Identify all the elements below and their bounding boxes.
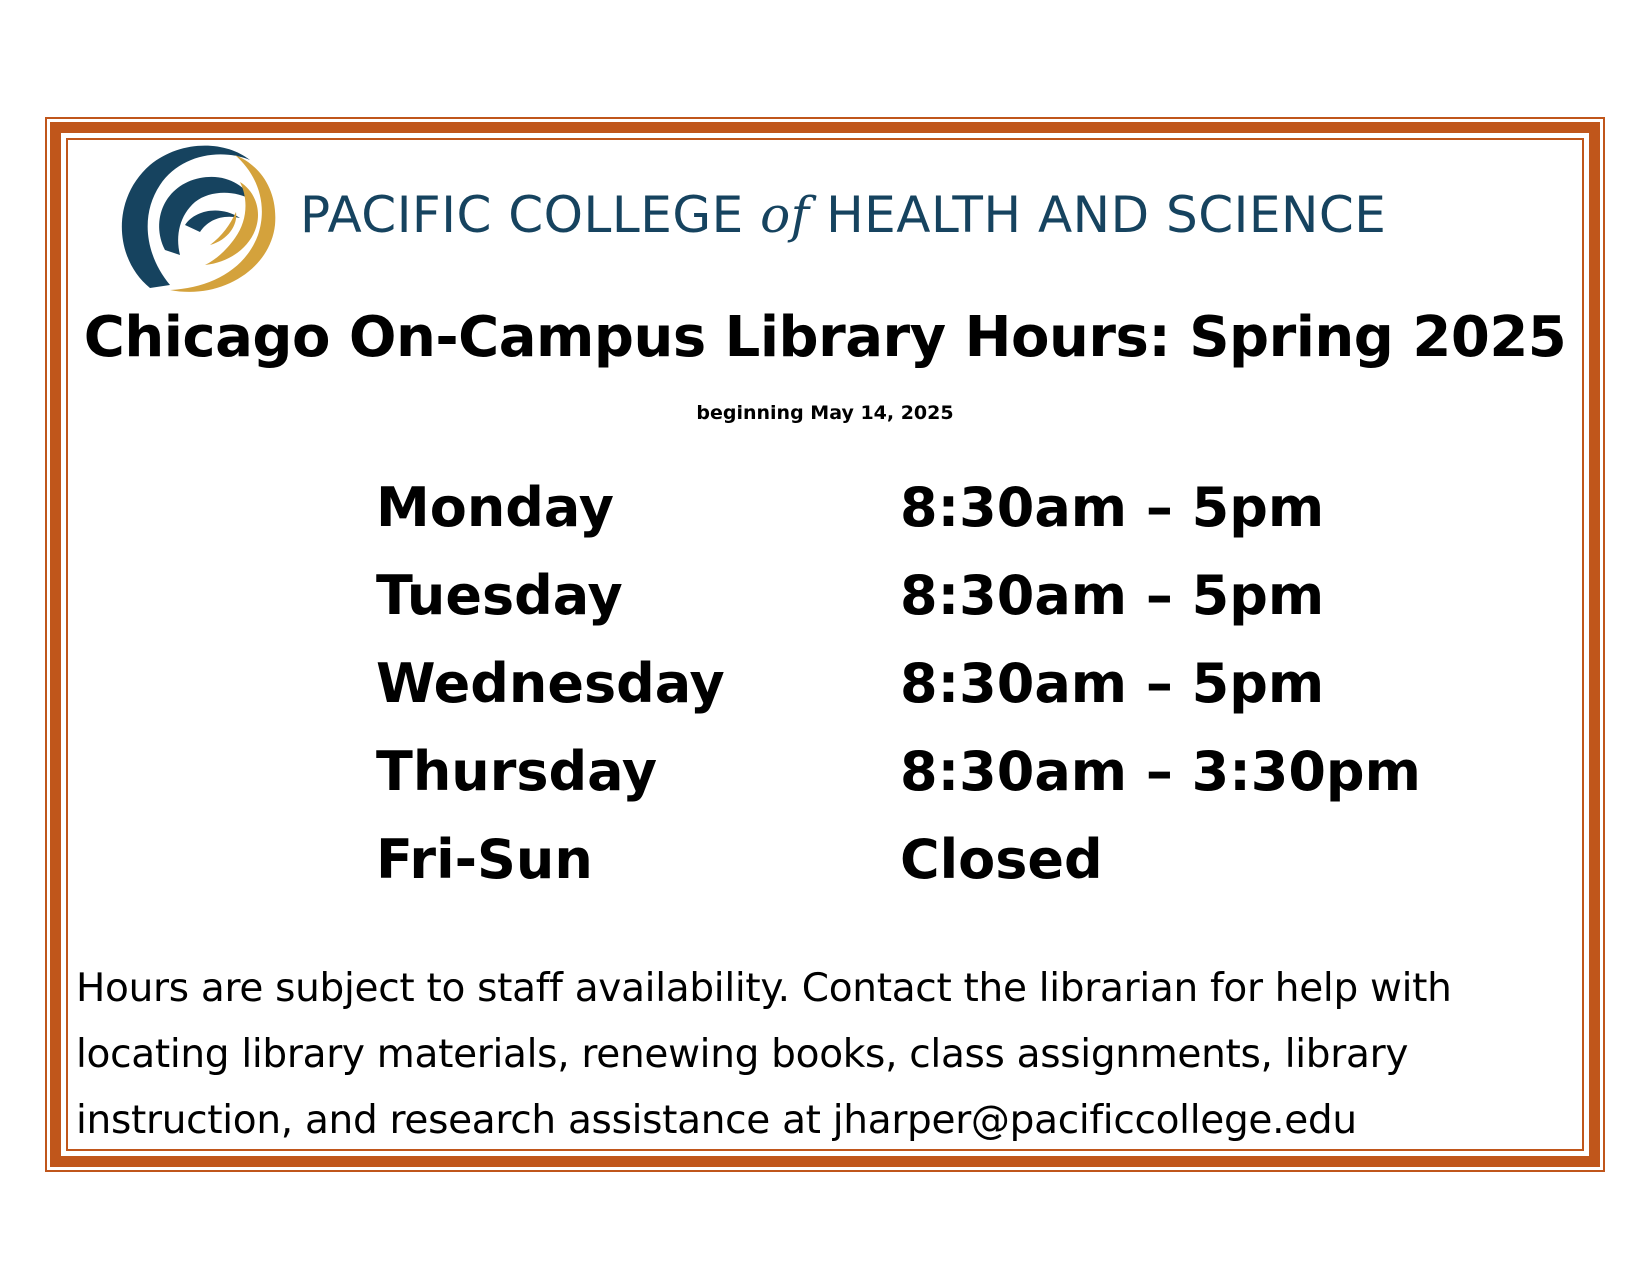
hours-row (376, 652, 1426, 740)
hours-row (376, 564, 1426, 652)
college-logo (110, 140, 1560, 300)
hours-row (376, 828, 1426, 916)
time-range: 8:30am – 5pm (900, 564, 1325, 627)
availability-note: Hours are subject to staff availability. Contact the librarian for help with locating library materials, renewing books, class assignments, library instruction, and research assistance at jharper@pacificcollege.edu (76, 966, 1452, 1143)
hours-row (376, 740, 1426, 828)
hours-row (376, 476, 1426, 564)
hours-table (376, 476, 1426, 916)
college-name: PACIFIC COLLEGE of HEALTH AND SCIENCE (300, 186, 1387, 244)
time-range: 8:30am – 3:30pm (900, 740, 1421, 803)
time-range: 8:30am – 5pm (900, 652, 1325, 715)
swirl-logo-icon (110, 140, 280, 300)
page-title: Chicago On-Campus Library Hours: Spring 2025 (83, 305, 1567, 370)
day-label: Wednesday (376, 652, 725, 715)
day-label: Thursday (376, 740, 658, 803)
time-range: 8:30am – 5pm (900, 476, 1325, 539)
time-range: Closed (900, 828, 1103, 891)
day-label: Fri-Sun (376, 828, 593, 891)
effective-date: beginning May 14, 2025 (696, 402, 954, 424)
day-label: Monday (376, 476, 614, 539)
day-label: Tuesday (376, 564, 623, 627)
